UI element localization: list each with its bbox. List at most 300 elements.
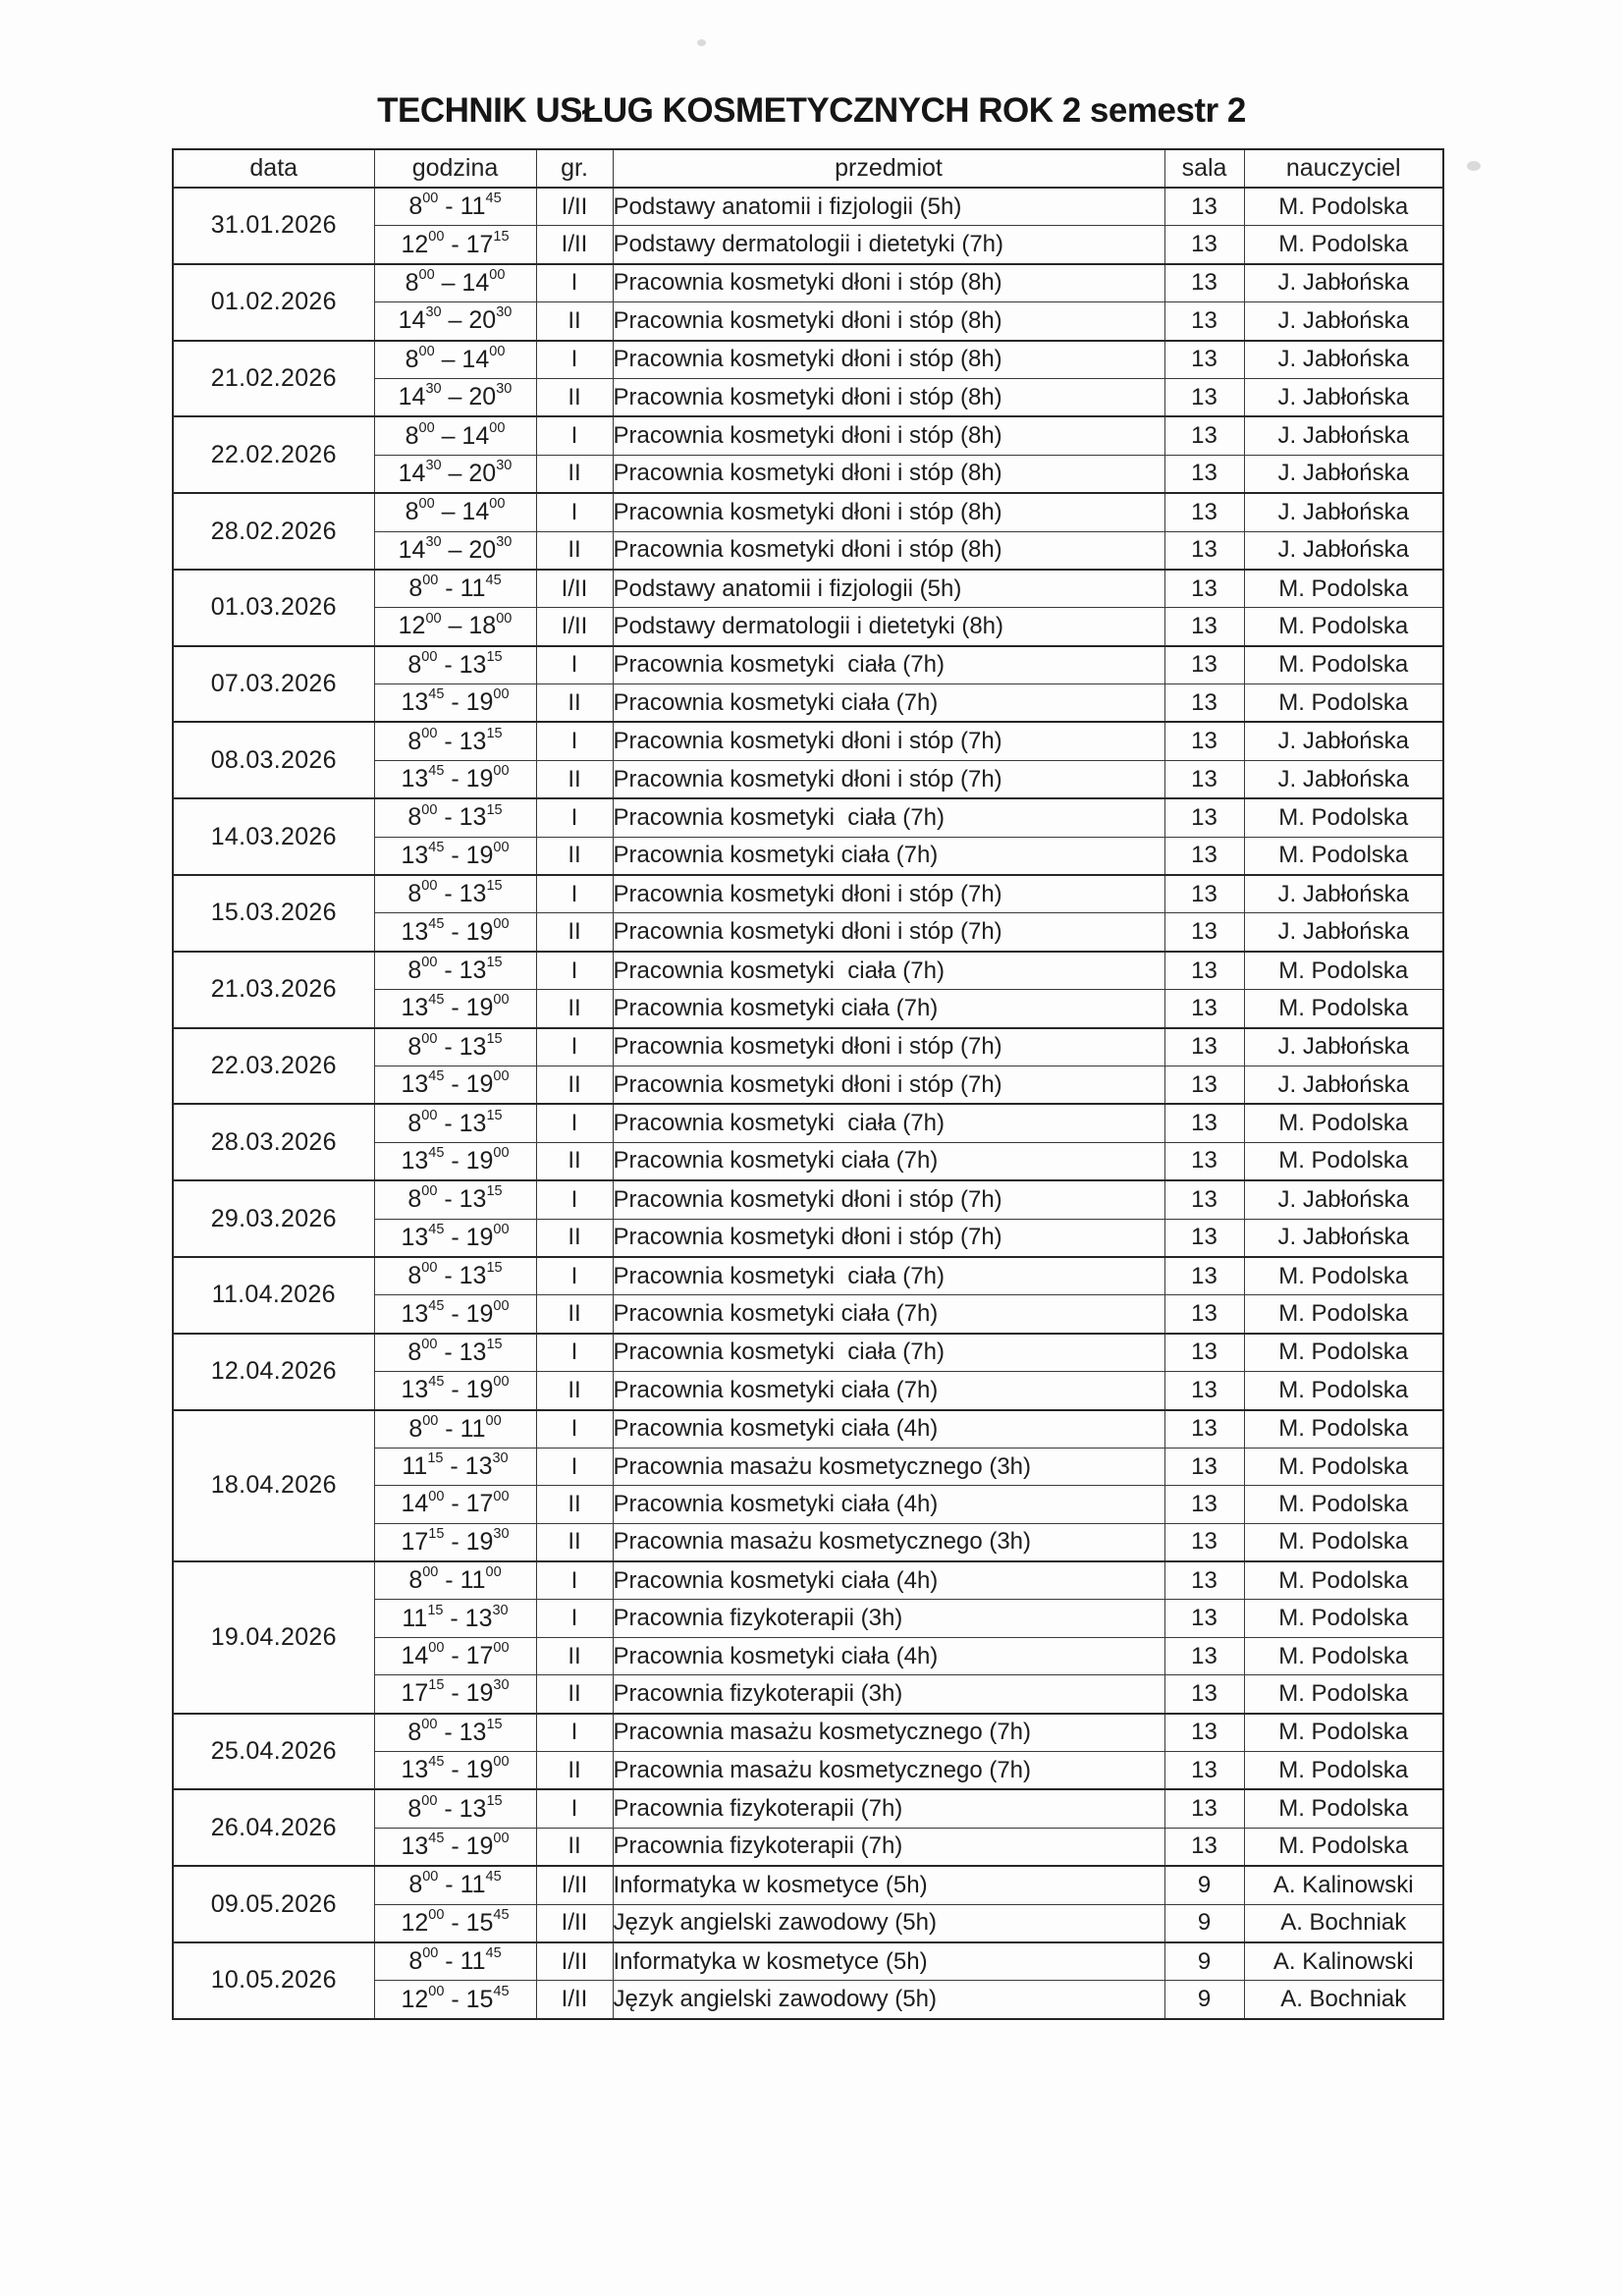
schedule-row: [173, 416, 1443, 455]
cell-time: $8^{00} - 14^{00}$: [374, 341, 536, 379]
cell-group: I: [536, 798, 613, 837]
cell-time: $12^{00} - 15^{45}$: [374, 1904, 536, 1942]
cell-teacher: M. Podolska: [1244, 1410, 1443, 1449]
cell-subject: Pracownia kosmetyki dłoni i stóp (7h): [613, 722, 1164, 760]
cell-date: 08.03.2026: [173, 722, 374, 798]
cell-date: 25.04.2026: [173, 1714, 374, 1790]
cell-group: II: [536, 1295, 613, 1334]
cell-teacher: M. Podolska: [1244, 1789, 1443, 1828]
cell-date: 18.04.2026: [173, 1410, 374, 1562]
cell-subject: Pracownia kosmetyki dłoni i stóp (7h): [613, 1219, 1164, 1257]
cell-subject: Pracownia kosmetyki dłoni i stóp (8h): [613, 341, 1164, 379]
schedule-row: [173, 1104, 1443, 1142]
cell-room: 13: [1164, 1600, 1244, 1637]
cell-teacher: M. Podolska: [1244, 1372, 1443, 1410]
cell-teacher: M. Podolska: [1244, 1142, 1443, 1180]
cell-group: I/II: [536, 226, 613, 264]
cell-date: 12.04.2026: [173, 1334, 374, 1410]
cell-group: II: [536, 837, 613, 875]
cell-teacher: A. Kalinowski: [1244, 1866, 1443, 1904]
cell-teacher: J. Jabłońska: [1244, 341, 1443, 379]
cell-room: 13: [1164, 1372, 1244, 1410]
cell-teacher: M. Podolska: [1244, 1675, 1443, 1714]
cell-group: I/II: [536, 570, 613, 608]
cell-subject: Pracownia fizykoterapii (3h): [613, 1600, 1164, 1637]
cell-subject: Pracownia masażu kosmetycznego (7h): [613, 1714, 1164, 1752]
cell-time: $13^{45} - 19^{00}$: [374, 990, 536, 1028]
scan-artifact: [1467, 161, 1481, 171]
cell-subject: Pracownia fizykoterapii (3h): [613, 1675, 1164, 1714]
schedule-row: [173, 875, 1443, 913]
cell-date: 11.04.2026: [173, 1257, 374, 1334]
cell-teacher: J. Jabłońska: [1244, 1028, 1443, 1066]
cell-room: 13: [1164, 264, 1244, 302]
cell-subject: Pracownia kosmetyki ciała (4h): [613, 1486, 1164, 1523]
cell-time: $12^{00} - 15^{45}$: [374, 1981, 536, 2019]
cell-group: I: [536, 416, 613, 455]
cell-room: 13: [1164, 646, 1244, 684]
cell-room: 13: [1164, 837, 1244, 875]
cell-teacher: M. Podolska: [1244, 646, 1443, 684]
cell-group: II: [536, 1372, 613, 1410]
date-group: [173, 1942, 1443, 2019]
cell-room: 13: [1164, 1334, 1244, 1372]
date-group: [173, 952, 1443, 1028]
cell-subject: Pracownia kosmetyki ciała (7h): [613, 1104, 1164, 1142]
cell-subject: Pracownia kosmetyki ciała (4h): [613, 1561, 1164, 1600]
cell-room: 13: [1164, 341, 1244, 379]
cell-subject: Język angielski zawodowy (5h): [613, 1904, 1164, 1942]
cell-group: I: [536, 1789, 613, 1828]
cell-teacher: M. Podolska: [1244, 188, 1443, 226]
cell-group: II: [536, 1219, 613, 1257]
cell-time: $8^{00} - 13^{15}$: [374, 1180, 536, 1219]
date-group: [173, 416, 1443, 493]
cell-time: $8^{00} - 14^{00}$: [374, 416, 536, 455]
cell-subject: Pracownia fizykoterapii (7h): [613, 1789, 1164, 1828]
cell-room: 13: [1164, 608, 1244, 646]
cell-group: I: [536, 264, 613, 302]
cell-time: $8^{00} - 13^{15}$: [374, 1714, 536, 1752]
cell-teacher: J. Jabłońska: [1244, 1180, 1443, 1219]
cell-room: 13: [1164, 378, 1244, 416]
cell-room: 13: [1164, 1448, 1244, 1485]
cell-date: 22.03.2026: [173, 1028, 374, 1105]
cell-date: 01.03.2026: [173, 570, 374, 646]
date-group: [173, 646, 1443, 723]
cell-group: I/II: [536, 1942, 613, 1981]
cell-time: $8^{00} - 13^{15}$: [374, 646, 536, 684]
cell-subject: Pracownia kosmetyki dłoni i stóp (7h): [613, 1180, 1164, 1219]
schedule-row: [173, 1334, 1443, 1372]
table-header-row: [173, 149, 1443, 188]
cell-room: 13: [1164, 226, 1244, 264]
cell-date: 28.02.2026: [173, 493, 374, 570]
cell-group: I: [536, 1257, 613, 1295]
cell-group: II: [536, 913, 613, 952]
cell-subject: Pracownia kosmetyki ciała (7h): [613, 990, 1164, 1028]
cell-teacher: M. Podolska: [1244, 1104, 1443, 1142]
cell-group: II: [536, 1486, 613, 1523]
date-group: [173, 264, 1443, 341]
date-group: [173, 341, 1443, 417]
schedule-row: [173, 1561, 1443, 1600]
cell-time: $13^{45} - 19^{00}$: [374, 1295, 536, 1334]
cell-time: $14^{30} - 20^{30}$: [374, 455, 536, 493]
cell-room: 13: [1164, 1486, 1244, 1523]
cell-time: $8^{00} - 14^{00}$: [374, 493, 536, 531]
cell-room: 13: [1164, 990, 1244, 1028]
cell-subject: Pracownia kosmetyki dłoni i stóp (8h): [613, 493, 1164, 531]
cell-room: 13: [1164, 1714, 1244, 1752]
date-group: [173, 1104, 1443, 1180]
date-group: [173, 722, 1443, 798]
cell-group: I: [536, 952, 613, 990]
cell-room: 13: [1164, 722, 1244, 760]
date-group: [173, 570, 1443, 646]
cell-room: 13: [1164, 1295, 1244, 1334]
schedule-row: [173, 1942, 1443, 1981]
cell-time: $12^{00} - 17^{15}$: [374, 226, 536, 264]
cell-room: 13: [1164, 455, 1244, 493]
cell-time: $13^{45} - 19^{00}$: [374, 1828, 536, 1866]
cell-time: $14^{30} - 20^{30}$: [374, 531, 536, 570]
cell-subject: Pracownia masażu kosmetycznego (3h): [613, 1448, 1164, 1485]
cell-subject: Pracownia kosmetyki ciała (7h): [613, 1334, 1164, 1372]
cell-teacher: M. Podolska: [1244, 1334, 1443, 1372]
cell-subject: Podstawy dermatologii i dietetyki (8h): [613, 608, 1164, 646]
cell-group: I/II: [536, 608, 613, 646]
column-header-nauczyciel: nauczyciel: [1244, 149, 1443, 188]
cell-group: I: [536, 1104, 613, 1142]
cell-teacher: M. Podolska: [1244, 226, 1443, 264]
cell-teacher: M. Podolska: [1244, 570, 1443, 608]
cell-time: $8^{00} - 11^{45}$: [374, 1942, 536, 1981]
cell-subject: Pracownia kosmetyki dłoni i stóp (7h): [613, 1066, 1164, 1104]
cell-date: 31.01.2026: [173, 188, 374, 264]
cell-group: II: [536, 1066, 613, 1104]
cell-subject: Pracownia kosmetyki ciała (7h): [613, 1295, 1164, 1334]
cell-group: I/II: [536, 1866, 613, 1904]
cell-time: $8^{00} - 13^{15}$: [374, 722, 536, 760]
cell-time: $8^{00} - 13^{15}$: [374, 1104, 536, 1142]
cell-time: $13^{45} - 19^{00}$: [374, 837, 536, 875]
date-group: [173, 188, 1443, 264]
cell-group: II: [536, 531, 613, 570]
schedule-row: [173, 722, 1443, 760]
column-header-data: data: [173, 149, 374, 188]
cell-date: 07.03.2026: [173, 646, 374, 723]
cell-teacher: A. Bochniak: [1244, 1904, 1443, 1942]
cell-time: $14^{30} - 20^{30}$: [374, 302, 536, 341]
cell-room: 9: [1164, 1904, 1244, 1942]
cell-teacher: M. Podolska: [1244, 1752, 1443, 1790]
cell-teacher: J. Jabłońska: [1244, 455, 1443, 493]
cell-room: 13: [1164, 760, 1244, 798]
cell-subject: Pracownia fizykoterapii (7h): [613, 1828, 1164, 1866]
cell-room: 9: [1164, 1942, 1244, 1981]
cell-time: $13^{45} - 19^{00}$: [374, 1066, 536, 1104]
schedule-row: [173, 1410, 1443, 1449]
cell-room: 13: [1164, 531, 1244, 570]
cell-subject: Pracownia kosmetyki dłoni i stóp (7h): [613, 875, 1164, 913]
cell-group: II: [536, 684, 613, 723]
column-header-gr: gr.: [536, 149, 613, 188]
cell-subject: Informatyka w kosmetyce (5h): [613, 1942, 1164, 1981]
cell-time: $13^{45} - 19^{00}$: [374, 1142, 536, 1180]
cell-teacher: J. Jabłońska: [1244, 722, 1443, 760]
cell-group: II: [536, 378, 613, 416]
cell-date: 29.03.2026: [173, 1180, 374, 1257]
cell-room: 13: [1164, 684, 1244, 723]
cell-teacher: M. Podolska: [1244, 1828, 1443, 1866]
cell-subject: Podstawy anatomii i fizjologii (5h): [613, 570, 1164, 608]
column-header-przedmiot: przedmiot: [613, 149, 1164, 188]
cell-time: $14^{30} - 20^{30}$: [374, 378, 536, 416]
date-group: [173, 1866, 1443, 1942]
cell-group: I/II: [536, 1904, 613, 1942]
cell-group: II: [536, 990, 613, 1028]
cell-time: $8^{00} - 13^{15}$: [374, 875, 536, 913]
cell-room: 13: [1164, 1523, 1244, 1561]
cell-group: I: [536, 1448, 613, 1485]
cell-time: $13^{45} - 19^{00}$: [374, 1752, 536, 1790]
cell-group: I: [536, 1600, 613, 1637]
cell-time: $12^{00} - 18^{00}$: [374, 608, 536, 646]
schedule-row: [173, 1257, 1443, 1295]
date-group: [173, 1410, 1443, 1562]
cell-date: 21.03.2026: [173, 952, 374, 1028]
cell-subject: Podstawy anatomii i fizjologii (5h): [613, 188, 1164, 226]
date-group: [173, 1334, 1443, 1410]
cell-time: $8^{00} - 13^{15}$: [374, 1789, 536, 1828]
date-group: [173, 875, 1443, 952]
cell-time: $14^{00} - 17^{00}$: [374, 1637, 536, 1674]
cell-subject: Pracownia kosmetyki ciała (7h): [613, 646, 1164, 684]
cell-teacher: M. Podolska: [1244, 1561, 1443, 1600]
cell-subject: Pracownia kosmetyki ciała (7h): [613, 684, 1164, 723]
cell-room: 13: [1164, 1219, 1244, 1257]
cell-group: I: [536, 341, 613, 379]
date-group: [173, 1561, 1443, 1714]
schedule-row: [173, 188, 1443, 226]
date-group: [173, 1028, 1443, 1105]
date-group: [173, 1257, 1443, 1334]
cell-group: I: [536, 1028, 613, 1066]
date-group: [173, 798, 1443, 875]
schedule-row: [173, 1866, 1443, 1904]
cell-teacher: M. Podolska: [1244, 1295, 1443, 1334]
cell-subject: Pracownia kosmetyki ciała (4h): [613, 1410, 1164, 1449]
cell-group: II: [536, 1523, 613, 1561]
schedule-row: [173, 493, 1443, 531]
cell-date: 22.02.2026: [173, 416, 374, 493]
date-group: [173, 493, 1443, 570]
cell-time: $13^{45} - 19^{00}$: [374, 1219, 536, 1257]
schedule-row: [173, 1789, 1443, 1828]
cell-teacher: J. Jabłońska: [1244, 913, 1443, 952]
cell-subject: Pracownia kosmetyki ciała (7h): [613, 1372, 1164, 1410]
cell-time: $8^{00} - 11^{00}$: [374, 1561, 536, 1600]
cell-group: I: [536, 1180, 613, 1219]
schedule-row: [173, 952, 1443, 990]
cell-teacher: M. Podolska: [1244, 608, 1443, 646]
cell-time: $8^{00} - 13^{15}$: [374, 1257, 536, 1295]
cell-room: 13: [1164, 1142, 1244, 1180]
cell-room: 13: [1164, 798, 1244, 837]
cell-group: II: [536, 1828, 613, 1866]
cell-time: $17^{15} - 19^{30}$: [374, 1675, 536, 1714]
cell-room: 13: [1164, 493, 1244, 531]
cell-teacher: M. Podolska: [1244, 684, 1443, 723]
cell-subject: Pracownia kosmetyki dłoni i stóp (7h): [613, 913, 1164, 952]
cell-room: 13: [1164, 1752, 1244, 1790]
cell-subject: Informatyka w kosmetyce (5h): [613, 1866, 1164, 1904]
cell-teacher: J. Jabłońska: [1244, 493, 1443, 531]
cell-subject: Pracownia kosmetyki dłoni i stóp (8h): [613, 264, 1164, 302]
cell-subject: Pracownia masażu kosmetycznego (7h): [613, 1752, 1164, 1790]
cell-group: II: [536, 455, 613, 493]
cell-group: I: [536, 1410, 613, 1449]
cell-subject: Pracownia kosmetyki ciała (4h): [613, 1637, 1164, 1674]
cell-room: 13: [1164, 1561, 1244, 1600]
cell-subject: Język angielski zawodowy (5h): [613, 1981, 1164, 2019]
date-group: [173, 1714, 1443, 1790]
schedule-row: [173, 1180, 1443, 1219]
cell-teacher: J. Jabłońska: [1244, 875, 1443, 913]
cell-teacher: A. Kalinowski: [1244, 1942, 1443, 1981]
cell-teacher: M. Podolska: [1244, 1523, 1443, 1561]
cell-teacher: M. Podolska: [1244, 1257, 1443, 1295]
cell-group: I: [536, 646, 613, 684]
cell-teacher: A. Bochniak: [1244, 1981, 1443, 2019]
date-group: [173, 1180, 1443, 1257]
cell-time: $8^{00} - 13^{15}$: [374, 1334, 536, 1372]
cell-room: 13: [1164, 1789, 1244, 1828]
cell-date: 10.05.2026: [173, 1942, 374, 2019]
cell-time: $8^{00} - 13^{15}$: [374, 952, 536, 990]
cell-subject: Pracownia kosmetyki ciała (7h): [613, 1142, 1164, 1180]
cell-date: 15.03.2026: [173, 875, 374, 952]
cell-time: $11^{15} - 13^{30}$: [374, 1600, 536, 1637]
cell-teacher: J. Jabłońska: [1244, 1066, 1443, 1104]
cell-room: 13: [1164, 416, 1244, 455]
cell-room: 13: [1164, 570, 1244, 608]
cell-room: 13: [1164, 1180, 1244, 1219]
cell-subject: Pracownia kosmetyki dłoni i stóp (7h): [613, 760, 1164, 798]
cell-time: $13^{45} - 19^{00}$: [374, 1372, 536, 1410]
cell-teacher: J. Jabłońska: [1244, 531, 1443, 570]
cell-subject: Pracownia kosmetyki ciała (7h): [613, 952, 1164, 990]
schedule-row: [173, 341, 1443, 379]
cell-teacher: J. Jabłońska: [1244, 302, 1443, 341]
cell-group: I/II: [536, 1981, 613, 2019]
cell-subject: Podstawy dermatologii i dietetyki (7h): [613, 226, 1164, 264]
cell-room: 13: [1164, 1104, 1244, 1142]
cell-teacher: M. Podolska: [1244, 990, 1443, 1028]
cell-date: 14.03.2026: [173, 798, 374, 875]
cell-date: 26.04.2026: [173, 1789, 374, 1866]
cell-time: $8^{00} - 13^{15}$: [374, 1028, 536, 1066]
cell-subject: Pracownia kosmetyki dłoni i stóp (8h): [613, 416, 1164, 455]
cell-room: 9: [1164, 1866, 1244, 1904]
cell-room: 13: [1164, 302, 1244, 341]
cell-group: II: [536, 1637, 613, 1674]
cell-time: $8^{00} - 11^{45}$: [374, 570, 536, 608]
scan-artifact: [697, 39, 706, 46]
cell-room: 13: [1164, 875, 1244, 913]
cell-time: $13^{45} - 19^{00}$: [374, 913, 536, 952]
cell-group: I: [536, 1714, 613, 1752]
cell-room: 9: [1164, 1981, 1244, 2019]
cell-group: II: [536, 1752, 613, 1790]
cell-group: II: [536, 1675, 613, 1714]
cell-teacher: J. Jabłońska: [1244, 760, 1443, 798]
cell-room: 13: [1164, 1637, 1244, 1674]
cell-subject: Pracownia kosmetyki dłoni i stóp (7h): [613, 1028, 1164, 1066]
cell-group: I: [536, 722, 613, 760]
cell-room: 13: [1164, 1257, 1244, 1295]
cell-group: I: [536, 875, 613, 913]
cell-group: II: [536, 302, 613, 341]
cell-room: 13: [1164, 1828, 1244, 1866]
cell-group: II: [536, 1142, 613, 1180]
column-header-sala: sala: [1164, 149, 1244, 188]
cell-room: 13: [1164, 913, 1244, 952]
cell-subject: Pracownia kosmetyki dłoni i stóp (8h): [613, 378, 1164, 416]
cell-group: I: [536, 493, 613, 531]
cell-group: II: [536, 760, 613, 798]
cell-time: $14^{00} - 17^{00}$: [374, 1486, 536, 1523]
cell-time: $8^{00} - 14^{00}$: [374, 264, 536, 302]
page-title: TECHNIK USŁUG KOSMETYCZNYCH ROK 2 semestr 2: [377, 91, 1246, 130]
cell-subject: Pracownia kosmetyki dłoni i stóp (8h): [613, 455, 1164, 493]
cell-teacher: J. Jabłońska: [1244, 378, 1443, 416]
cell-room: 13: [1164, 188, 1244, 226]
schedule-row: [173, 1028, 1443, 1066]
cell-group: I/II: [536, 188, 613, 226]
cell-teacher: J. Jabłońska: [1244, 1219, 1443, 1257]
cell-teacher: J. Jabłońska: [1244, 264, 1443, 302]
cell-group: I: [536, 1561, 613, 1600]
schedule-row: [173, 570, 1443, 608]
cell-date: 21.02.2026: [173, 341, 374, 417]
cell-teacher: M. Podolska: [1244, 798, 1443, 837]
cell-date: 01.02.2026: [173, 264, 374, 341]
cell-time: $8^{00} - 13^{15}$: [374, 798, 536, 837]
cell-teacher: M. Podolska: [1244, 1600, 1443, 1637]
cell-room: 13: [1164, 1410, 1244, 1449]
cell-subject: Pracownia kosmetyki ciała (7h): [613, 1257, 1164, 1295]
cell-room: 13: [1164, 952, 1244, 990]
cell-subject: Pracownia kosmetyki dłoni i stóp (8h): [613, 531, 1164, 570]
cell-date: 28.03.2026: [173, 1104, 374, 1180]
cell-teacher: M. Podolska: [1244, 837, 1443, 875]
schedule-row: [173, 264, 1443, 302]
cell-time: $8^{00} - 11^{45}$: [374, 1866, 536, 1904]
cell-time: $8^{00} - 11^{00}$: [374, 1410, 536, 1449]
cell-room: 13: [1164, 1675, 1244, 1714]
cell-time: $13^{45} - 19^{00}$: [374, 760, 536, 798]
cell-time: $17^{15} - 19^{30}$: [374, 1523, 536, 1561]
cell-subject: Pracownia kosmetyki ciała (7h): [613, 798, 1164, 837]
cell-teacher: M. Podolska: [1244, 1448, 1443, 1485]
cell-subject: Pracownia masażu kosmetycznego (3h): [613, 1523, 1164, 1561]
cell-teacher: M. Podolska: [1244, 952, 1443, 990]
date-group: [173, 1789, 1443, 1866]
cell-teacher: M. Podolska: [1244, 1714, 1443, 1752]
cell-room: 13: [1164, 1066, 1244, 1104]
